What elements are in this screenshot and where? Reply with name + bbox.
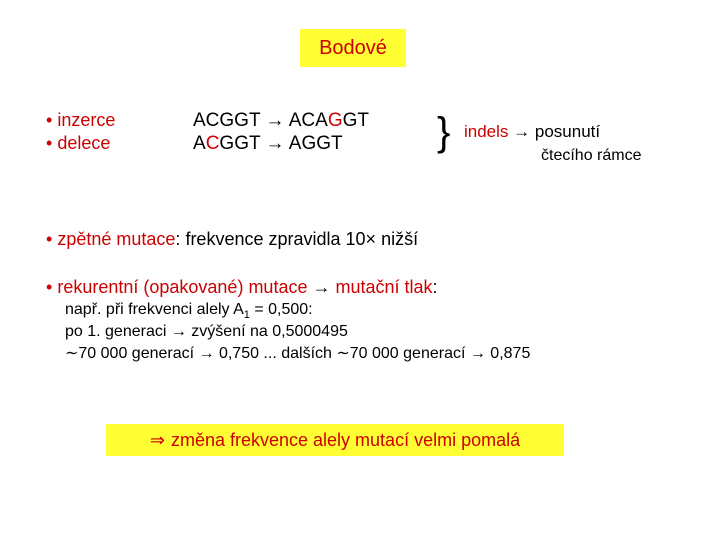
- back-mutations-line: • zpětné mutace: frekvence zpravidla 10× nižší: [46, 229, 419, 249]
- recurrent-label: rekurentní (opakované) mutace: [57, 277, 308, 297]
- inserted-base: G: [327, 110, 343, 131]
- list-item-delece: • delece: [46, 133, 111, 153]
- brace-icon: }: [437, 110, 451, 154]
- example-line-3: ∼70 000 generací → 0,750 ... dalších ∼70 000 generací → 0,875: [65, 345, 531, 362]
- sequence-insertion: ACGGT → ACAGGT: [193, 110, 369, 131]
- conclusion-box: [106, 424, 564, 456]
- arrow-icon: →: [312, 277, 331, 297]
- frameshift-text-2: čtecího rámce: [541, 147, 642, 164]
- deleted-base: C: [205, 133, 220, 154]
- frameshift-text-1: posunutí: [534, 122, 601, 141]
- page-title-text: Bodové: [319, 36, 387, 59]
- page-title: [300, 29, 406, 67]
- mutation-types-list: [46, 109, 115, 155]
- sequence-examples: [193, 109, 369, 155]
- example-intro: např. při frekvenci alely $A_1 = 0,500$:: [65, 301, 313, 322]
- implies-arrow-icon: ⇒: [149, 429, 165, 450]
- recurrent-mutations-line: • rekurentní (opakované) mutace → mutační tlak:: [46, 277, 438, 297]
- arrow-icon: →: [265, 133, 285, 154]
- arrow-icon: →: [265, 110, 285, 131]
- arrow-icon: →: [513, 122, 531, 141]
- example-line-2: po 1. generaci → zvýšení na 0,5000495: [65, 323, 348, 340]
- mutation-pressure-label: mutační tlak: [335, 277, 433, 297]
- list-item-inzerce: • inzerce: [46, 110, 116, 130]
- conclusion-text: změna frekvence alely mutací velmi pomalá: [170, 429, 521, 450]
- sequence-deletion: ACGGT → AGGT: [193, 133, 343, 154]
- back-mutations-label: zpětné mutace: [57, 229, 176, 249]
- indels-label: indels: [464, 122, 509, 141]
- indels-line: [464, 122, 600, 142]
